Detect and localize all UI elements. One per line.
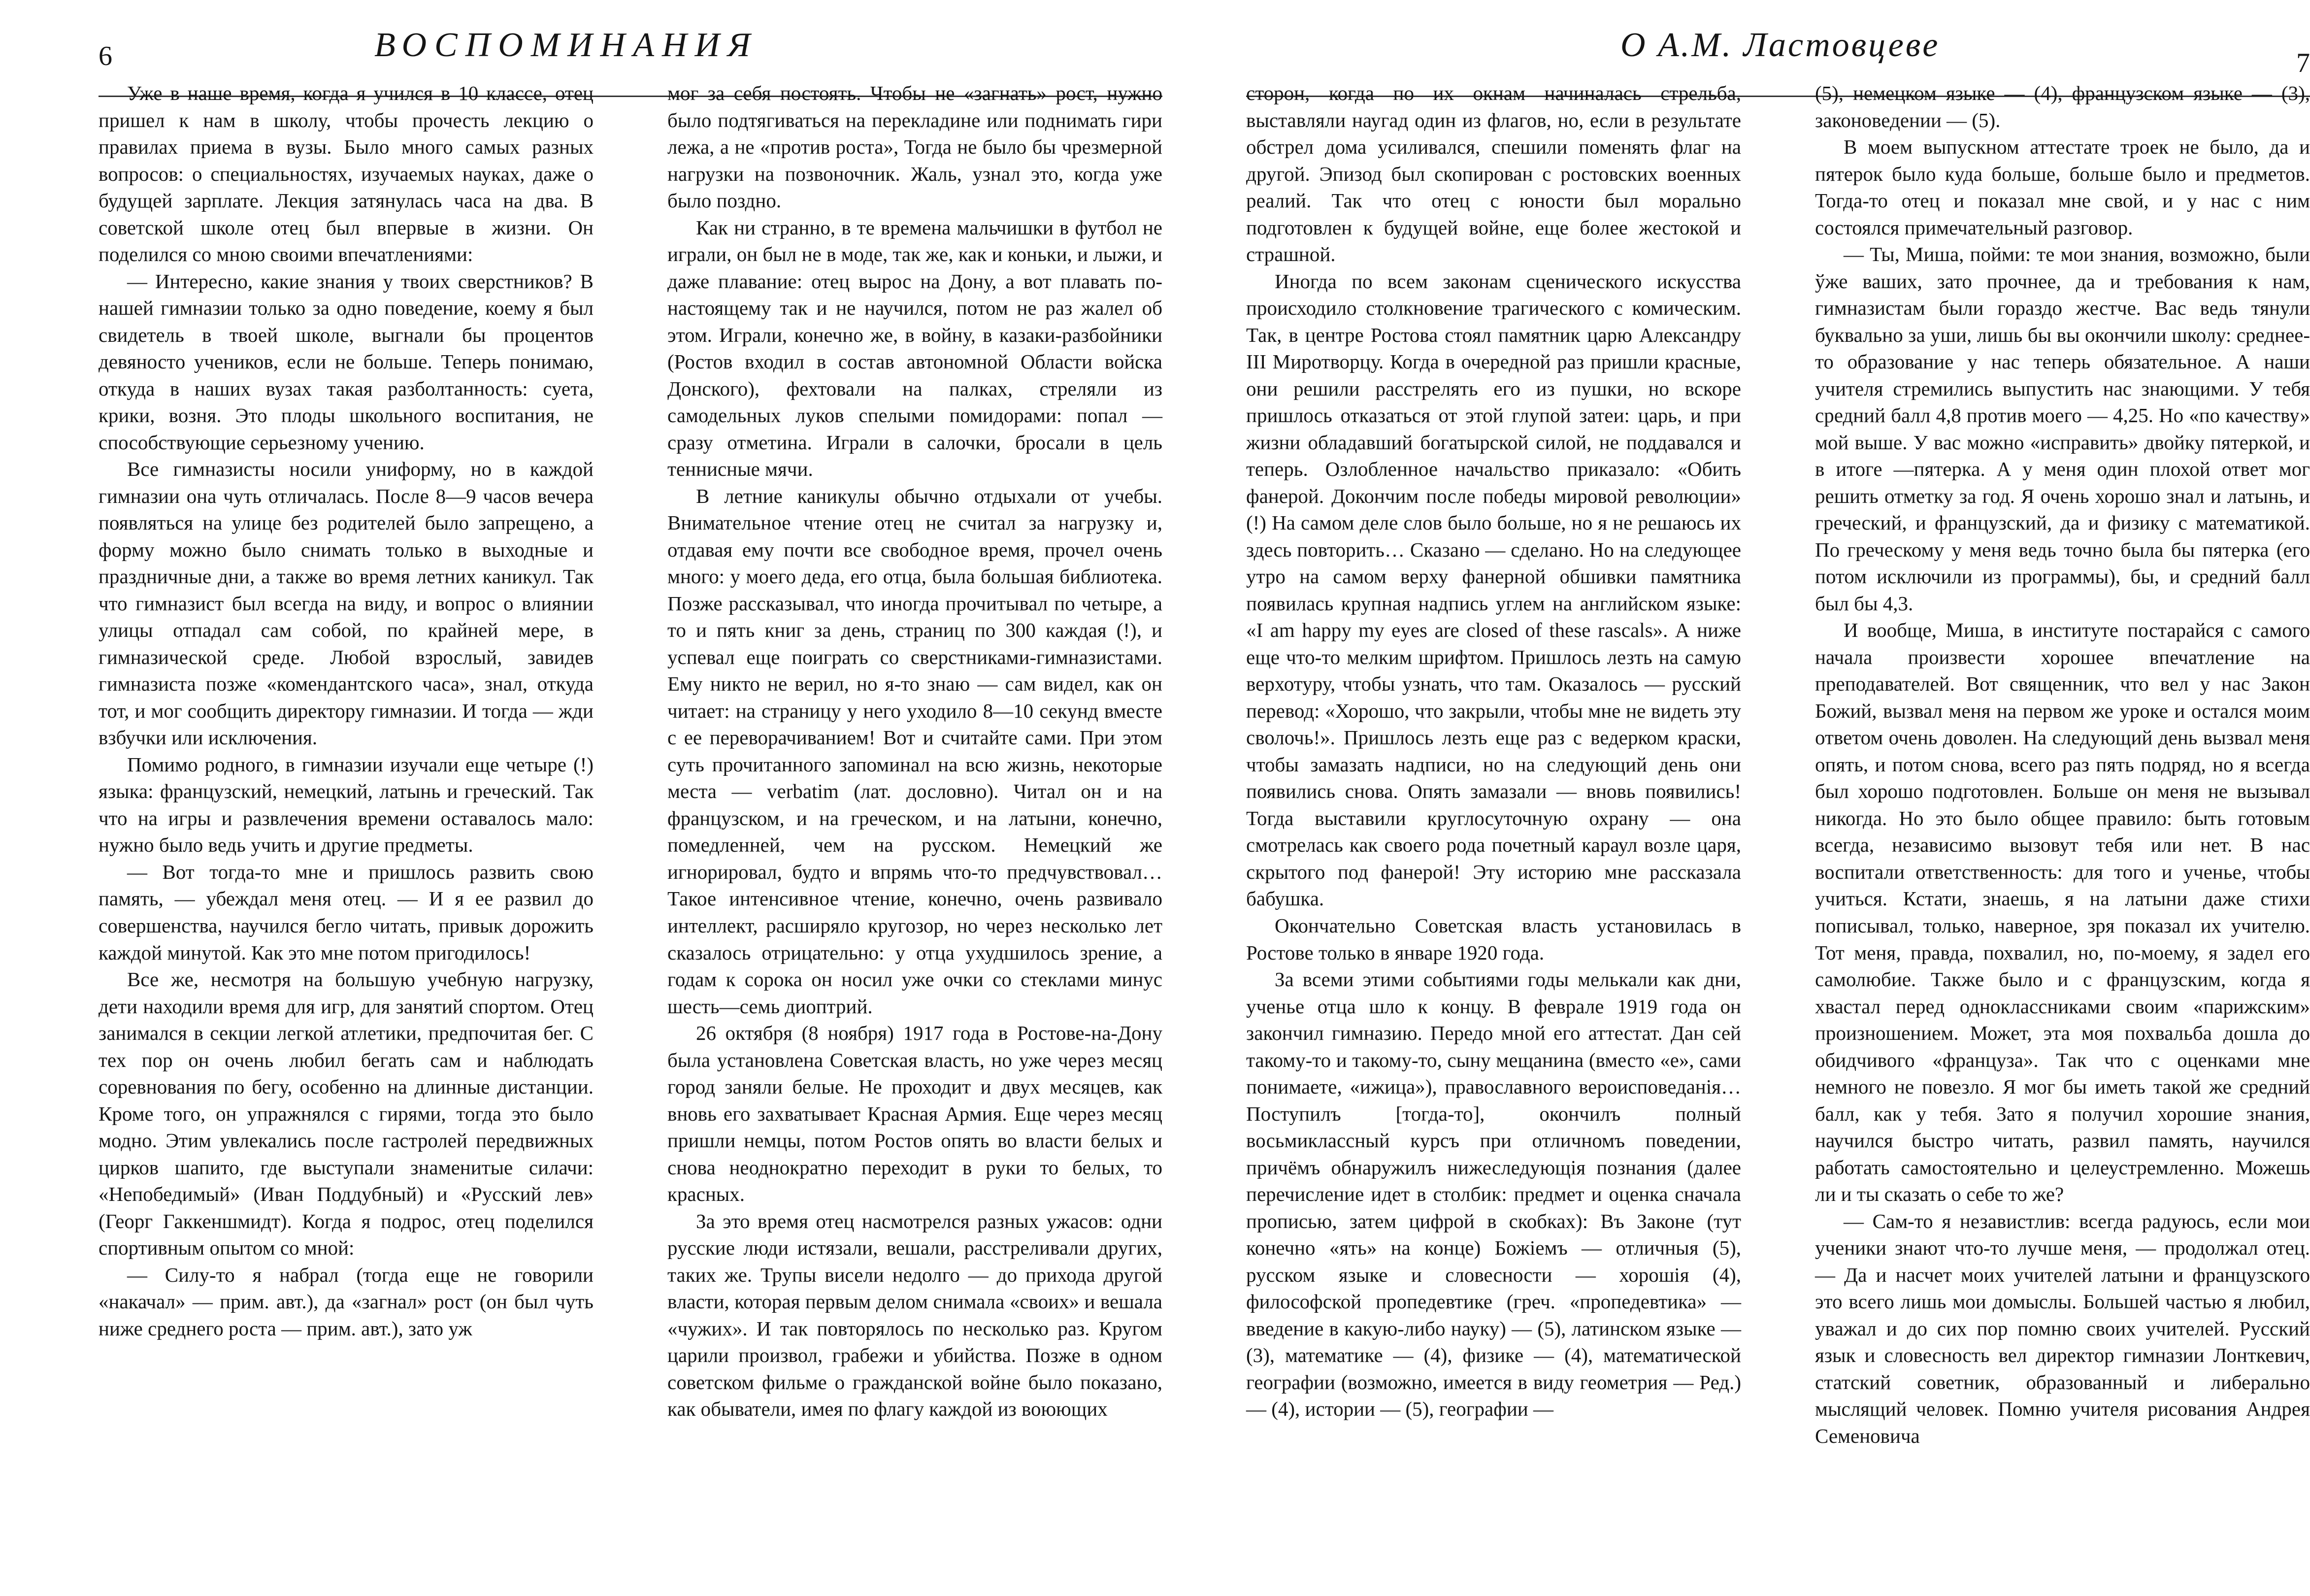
paragraph: Уже в наше время, когда я учился в 10 классе, отец пришел к нам в школу, чтобы прочесть лекцию о правилах приема в вузы. Было много самых разных вопросов: о специальностях, изучаемых науках, даже о будущей зарплате. Лекция затянулась часа на два. В советской школе отец был впервые в жизни. Он поделился со мною своими впечатлениями: [99,82,594,266]
paragraph: За это время отец насмотрелся разных ужасов: одни русские люди истязали, вешали, расстреливали других, таких же. Трупы висели недолго — до прихода другой власти, которая первым делом снимала «своих» и вешала «чужих». И так повторялось по несколько раз. Кругом царили произвол, грабежи и убийства. Позже в одном советском фильме о гражданской войне было показано, как обыватели, имея по флагу каждой из воюющих [667,1209,1162,1421]
running-head-left [99,26,1162,71]
paragraph: Все же, несмотря на большую учебную нагрузку, дети находили время для игр, для занятий спортом. Отец занимался в секции легкой атлетики, предпочитая бег. С тех пор он очень любил бегать сам и наблюдать соревнования по бегу, особенно на длинные дистанции. Кроме того, он упражнялся с гирями, тогда это было модно. Этим увлекались после гастролей передвижных цирков шапито, где выступали знаменитые силачи: «Непобедимый» (Иван Поддубный) и «Русский лев» (Георг Гаккеншмидт). Когда я подрос, отец поделился спортивным опытом со мной: [99,968,594,1260]
running-head-right [1246,26,2310,78]
text-columns-right [1246,80,2310,1576]
paragraph: — Ты, Миша, пойми: те мои знания, возможно, были ўже ваших, зато прочнее, да и требования к нам, гимназистам были гораздо жестче. Вас ведь тянули буквально за уши, лишь бы вы окончили школу: среднее-то образование у нас теперь обязательное. А наши учителя стремились выпустить нас знающими. У тебя средний балл 4,8 против моего — 4,25. Но «по качеству» мой выше. У вас можно «исправить» двойку пятеркой, и в итоге —пятерка. А у меня один плохой ответ мог решить отметку за год. Я очень хорошо знал и латынь, и греческий, и французский, да и физику с математикой. По греческому у меня ведь точно была бы пятерка (его потом исключили из программы), бы, и средний балл был бы 4,3. [1815,243,2310,615]
paragraph: В летние каникулы обычно отдыхали от учебы. Внимательное чтение отец не считал за нагрузку и, отдавая ему почти все свободное время, прочел очень много: у моего деда, его отца, была большая библиотека. Позже рассказывал, что иногда прочитывал по четыре, а то и пять книг за день, страниц по 300 каждая (!), и успевал еще поиграть со сверстниками-гимназистами. Ему никто не верил, но я-то знаю — сам видел, как он читает: на страницу у него уходило 8—10 секунд вместе с ее переворачиванием! Вот и считайте сами. При этом суть прочитанного запоминал на всю жизнь, некоторые места — verbatim (лат. дословно). Читал он и на французском, и на греческом, и на латыни, конечно, помедленней, чем на русском. Немецкий же игнорировал, будто и впрямь что-то предчувствовал… Такое интенсивное чтение, конечно, очень развивало интеллект, расширяло кругозор, но через несколько лет сказалось отрицательно: у отца ухудшилось зрение, а годам к сорока он носил уже очки со стеклами минус шесть—семь диоптрий. [667,484,1162,1018]
paragraph: — Вот тогда-то мне и пришлось развить свою память, — убеждал меня отец. — И я ее развил до совершенства, научился бегло читать, привык дорожить каждой минутой. Как это мне потом пригодилось! [99,860,594,964]
text-column-4 [1815,80,2310,1576]
paragraph: (5), немецком языке — (4), французском языке — (3), законоведении — (5). [1815,82,2310,132]
paragraph: Иногда по всем законам сценического искусства происходило столкновение трагического с комическим. Так, в центре Ростова стоял памятник царю Александру III Миротворцу. Когда в очередной раз пришли красные, они решили расстрелять его из пушки, но вскоре пришлось отказаться от этой глупой затеи: царь, и при жизни обладавший богатырской силой, не поддавался и теперь. Озлобленное начальство приказало: «Обить фанерой. Докончим после победы мировой революции» (!) На самом деле слов было больше, но я не решаюсь их здесь повторить… Сказано — сделано. Но на следующее утро на самом верху фанерной обшивки памятника появилась крупная надпись углем на английском языке: «I am happy my eyes are closed of these rascals». А ниже еще что-то мелким шрифтом. Пришлось лезть на самую верхотуру, чтобы узнать, что там. Оказалось — русский перевод: «Хорошо, что закрыли, чтобы мне не видеть эту сволочь!». Пришлось лезть еще раз с ведерком краски, чтобы замазать надписи, но на следующий день они появились снова. Опять замазали — вновь появились! Тогда выставили круглосуточную охрану — она смотрелась как своего рода почетный караул возле царя, скрытого под фанерой! Эту историю мне рассказала бабушка. [1246,269,1741,910]
paragraph: — Сам-то я независтлив: всегда радуюсь, если мои ученики знают что-то лучше меня, — продолжал отец. — Да и насчет моих учителей латыни и французского это всего лишь мои домыслы. Большей частью я любил, уважал и до сих пор помню своих учителей. Русский язык и словесность вел директор гимназии Лонткевич, статский советник, образованный и либерально мыслящий человек. Помню учителя рисования Андрея Семеновича [1815,1209,2310,1447]
text-columns-left [99,80,1162,1576]
text-column-2 [667,80,1162,1576]
right-page [1246,0,2310,1596]
text-column-1 [99,80,594,1576]
paragraph: Окончательно Советская власть установилась в Ростове только в январе 1920 года. [1246,914,1741,964]
paragraph: За всеми этими событиями годы мелькали как дни, ученье отца шло к концу. В феврале 1919 года он закончил гимназию. Передо мной его аттестат. Дан сей такому-то и такому-то, сыну мещанина (вместо «е», сами понимаете, «ижица»), православного вероисповеданія… Поступилъ [тогда-то], окончилъ полный восьмиклассный курсъ при отличномъ поведении, причёмъ обнаружилъ нижеследующія познания (далее перечисление идет в столбик: предмет и оценка сначала прописью, затем цифрой в скобках): Въ Законе (тут конечно «ять» на конце) Божiемъ — отличныя (5), русском языке и словесности — хорошiя (4), философской пропедевтике (греч. «пропедевтика» — введение в какую-либо науку) — (5), латинском языке — (3), математике — (4), физике — (4), математической географии (возможно, имеется в виду геометрия — Ред.) — (4), истории — (5), географии — [1246,968,1741,1421]
paragraph: Все гимназисты носили униформу, но в каждой гимназии она чуть отличалась. После 8—9 часов вечера появляться на улице без родителей было запрещено, а форму можно было снимать только в выходные и праздничные дни, а также во время летних каникул. Так что гимназист был всегда на виду, и вопрос о влиянии улицы отпадал сам собой, по крайней мере, в гимназической среде. Любой взрослый, завидев гимназиста позже «комендантского часа», знал, откуда тот, и мог сообщить директору гимназии. И тогда — жди взбучки или исключения. [99,458,594,749]
paragraph: мог за себя постоять. Чтобы не «загнать» рост, нужно было подтягиваться на перекладине или поднимать гири лежа, а не «против роста», Тогда не было бы чрезмерной нагрузки на позвоночник. Жаль, узнал это, когда уже было поздно. [667,82,1162,212]
paragraph: Помимо родного, в гимназии изучали еще четыре (!) языка: французский, немецкий, латынь и греческий. Так что на игры и развлечения времени оставалось мало: нужно было ведь учить и другие предметы. [99,753,594,857]
paragraph: — Интересно, какие знания у твоих сверстников? В нашей гимназии только за одно поведение, коему я был свидетель в твоей школе, выгнали бы процентов девяносто учеников, если не больше. Теперь понимаю, откуда в наших вузах такая разболтанность: суета, крики, возня. Это плоды школьного воспитания, не способствующие серьезному учению. [99,269,594,454]
section-title: ВОСПОМИНАНИЯ [374,26,759,64]
page-number-left: 6 [99,41,112,71]
paragraph: 26 октября (8 ноября) 1917 года в Ростове-на-Дону была установлена Советская власть, но уже через месяц город заняли белые. Не проходит и двух месяцев, как вновь его захватывает Красная Армия. Еще через месяц пришли немцы, потом Ростов опять во власти белых и снова неоднократно переходит в руки то белых, то красных. [667,1022,1162,1206]
paragraph: И вообще, Миша, в институте постарайся с самого начала произвести хорошее впечатление на преподавателей. Вот священник, что вел у нас Закон Божий, вызвал меня на первом же уроке и остался моим ответом очень доволен. На следующий день вызвал меня опять, и потом снова, всего раз пять подряд, но я всегда был хорошо подготовлен. Больше он меня не вызывал никогда. Но это было общее правило: быть готовым всегда, независимо вызовут тебя или нет. В нас воспитали ответственность: для того и ученье, чтобы учиться. Кстати, знаешь, я на латыни даже стихи пописывал, только, наверное, зря показал их учителю. Тот меня, правда, похвалил, но, по-моему, я задел его самолюбие. Также было и с французским, когда я хвастал перед одноклассниками своим «парижским» произношением. Может, эта моя похвальба дошла до обидчивого «француза». Так что с оценками мне немного не повезло. Я мог бы иметь такой же средний балл, как у тебя. Зато я получил хорошие знания, научился быстро читать, развил память, научился работать самостоятельно и целеустремленно. Можешь ли и ты сказать о себе то же? [1815,619,2310,1206]
page-number-right: 7 [2296,48,2310,78]
paragraph: — Силу-то я набрал (тогда еще не говорили «накачал» — прим. авт.), да «загнал» рост (он был чуть ниже среднего роста — прим. авт.), зато уж [99,1263,594,1340]
paragraph: сторон, когда по их окнам начиналась стрельба, выставляли наугад один из флагов, но, если в результате обстрел дома усиливался, спешили поменять флаг на другой. Эпизод был скопирован с ростовских военных реалий. Так что отец с юности был морально подготовлен к будущей войне, еще более жестокой и страшной. [1246,82,1741,266]
left-page [99,0,1162,1596]
text-column-3 [1246,80,1741,1576]
paragraph: В моем выпускном аттестате троек не было, да и пятерок было куда больше, больше было и предметов. Тогда-то отец и показал мне свой, и у нас с ним состоялся примечательный разговор. [1815,135,2310,239]
paragraph: Как ни странно, в те времена мальчишки в футбол не играли, он был не в моде, так же, как и коньки, и лыжи, и даже плавание: отец вырос на Дону, а вот плавать по-настоящему так и не научился, потом не раз жалел об этом. Играли, конечно же, в войну, в казаки-разбойники (Ростов входил в состав автономной Области войска Донского), фехтовали на палках, стреляли из самодельных луков спелыми помидорами: попал — сразу отметина. Играли в салочки, бросали в цель теннисные мячи. [667,216,1162,481]
article-title: О А.М. Ластовцеве [1620,26,1940,64]
